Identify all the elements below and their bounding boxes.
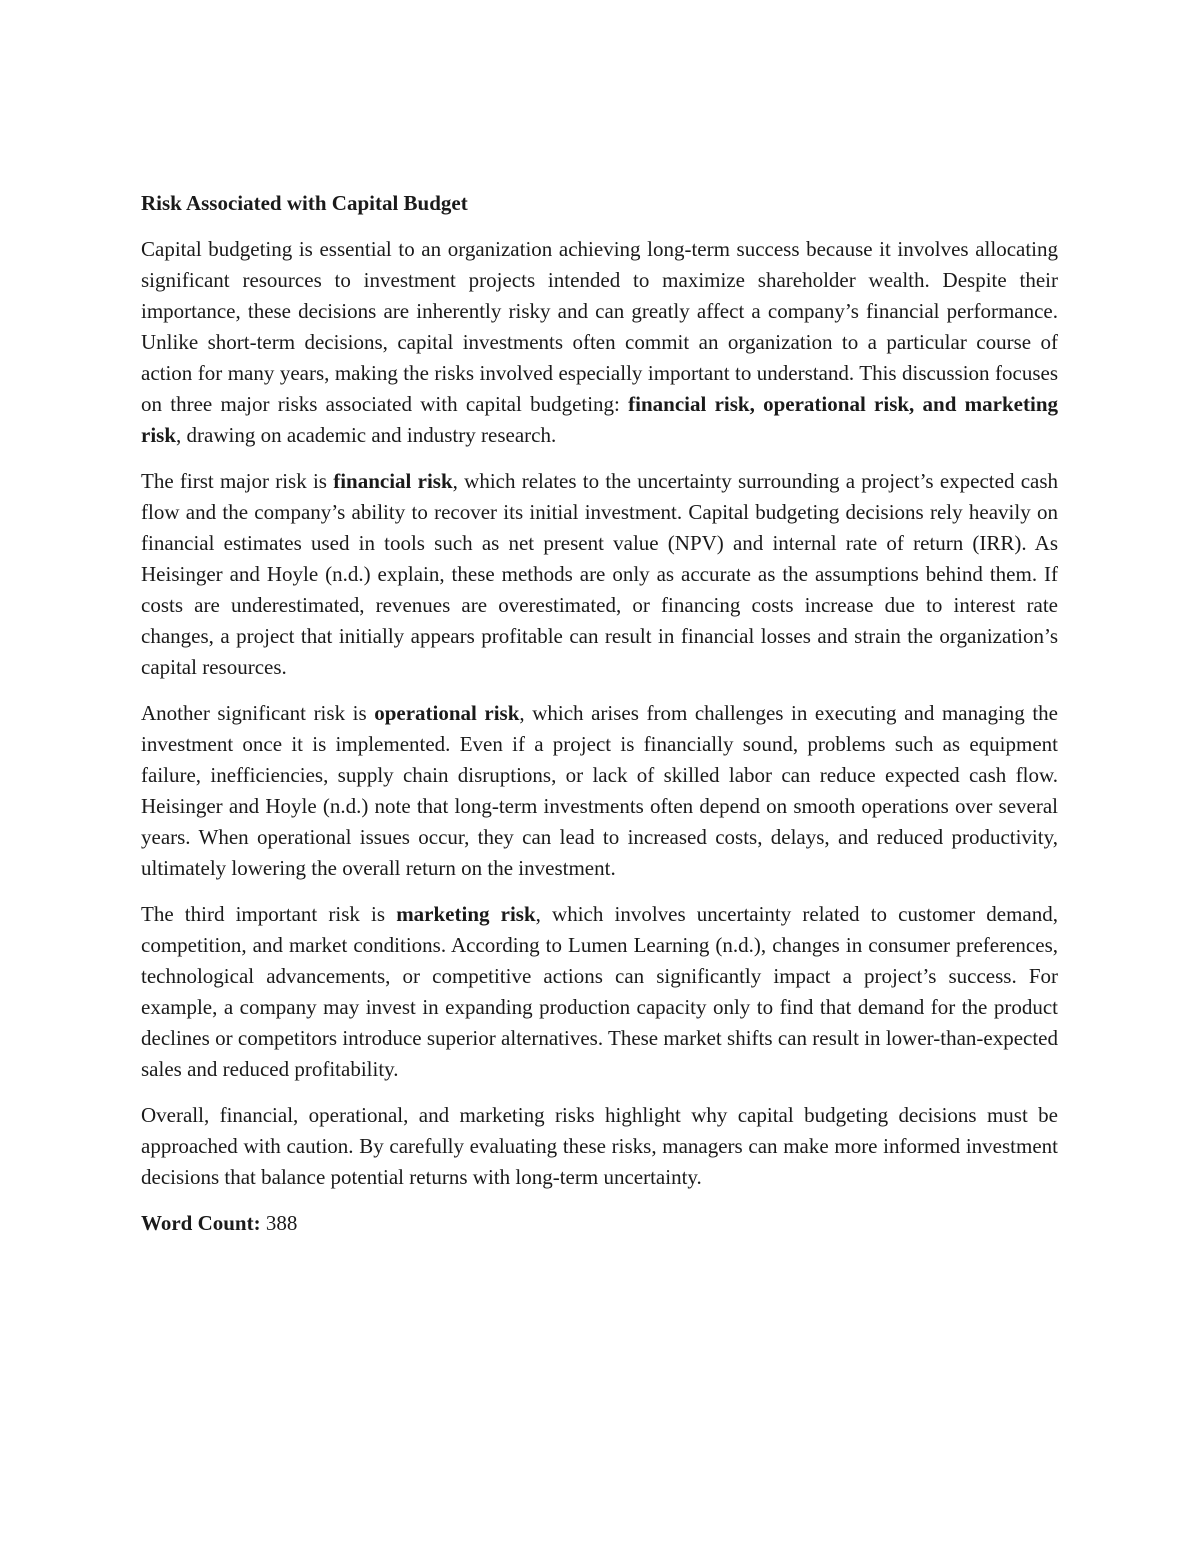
word-count-value: 388 — [265, 1211, 298, 1235]
document-body — [141, 188, 1058, 1239]
paragraph-introduction — [141, 234, 1058, 451]
paragraph-text: , which arises from challenges in executing and managing the investment once it is implemented. Even if a project is financially sound, problems such as equipment failure, inefficiencies, supply chain disruptions, or lack of skilled labor can reduce expected cash flow. Heisinger and Hoyle (n.d.) note that long-term investments often depend on smooth operations over several years. When operational issues occur, they can lead to increased costs, delays, and reduced productivity, ultimately lowering the overall return on the investment. — [141, 701, 1058, 880]
paragraph-text: , drawing on academic and industry research. — [176, 423, 557, 447]
paragraph-marketing-risk — [141, 899, 1058, 1085]
paragraph-bold-text: marketing risk — [396, 902, 536, 926]
paragraph-text: , which involves uncertainty related to customer demand, competition, and market conditions. According to Lumen Learning (n.d.), changes in consumer preferences, technological advancements, or competitive actions can significantly impact a project’s success. For example, a company may invest in expanding production capacity only to find that demand for the product declines or competitors introduce superior alternatives. These market shifts can result in lower-than-expected sales and reduced profitability. — [141, 902, 1058, 1081]
paragraph-text: The first major risk is — [141, 469, 334, 493]
document-title: Risk Associated with Capital Budget — [141, 191, 468, 215]
paragraph-bold-text: financial risk — [333, 469, 453, 493]
paragraph-text: Another significant risk is — [141, 701, 375, 725]
paragraph-text: Capital budgeting is essential to an organization achieving long-term success because it involves allocating significant resources to investment projects intended to maximize shareholder wealth. Despite their importance, these decisions are inherently risky and can greatly affect a company’s financial performance. Unlike short-term decisions, capital investments often commit an organization to a particular course of action for many years, making the risks involved especially important to understand. This discussion focuses on three major risks associated with capital budgeting: — [141, 237, 1058, 416]
paragraph-text: , which relates to the uncertainty surrounding a project’s expected cash flow and the company’s ability to recover its initial investment. Capital budgeting decisions rely heavily on financial estimates used in tools such as net present value (NPV) and internal rate of return (IRR). As Heisinger and Hoyle (n.d.) explain, these methods are only as accurate as the assumptions behind them. If costs are underestimated, revenues are overestimated, or financing costs increase due to interest rate changes, a project that initially appears profitable can result in financial losses and strain the organization’s capital resources. — [141, 469, 1059, 679]
paragraph-financial-risk — [141, 466, 1058, 683]
word-count — [141, 1208, 1058, 1239]
paragraph-text: Overall, financial, operational, and marketing risks highlight why capital budgeting decisions must be approached with caution. By carefully evaluating these risks, managers can make more informed investment decisions that balance potential returns with long-term uncertainty. — [141, 1103, 1058, 1189]
paragraph-conclusion — [141, 1100, 1058, 1193]
paragraph-operational-risk — [141, 698, 1058, 884]
paragraph-bold-text: financial risk, operational risk, and marketing risk — [141, 392, 1059, 447]
word-count-label: Word Count: — [141, 1211, 261, 1235]
paragraph-text: The third important risk is — [141, 902, 397, 926]
paragraph-bold-text: operational risk — [374, 701, 520, 725]
